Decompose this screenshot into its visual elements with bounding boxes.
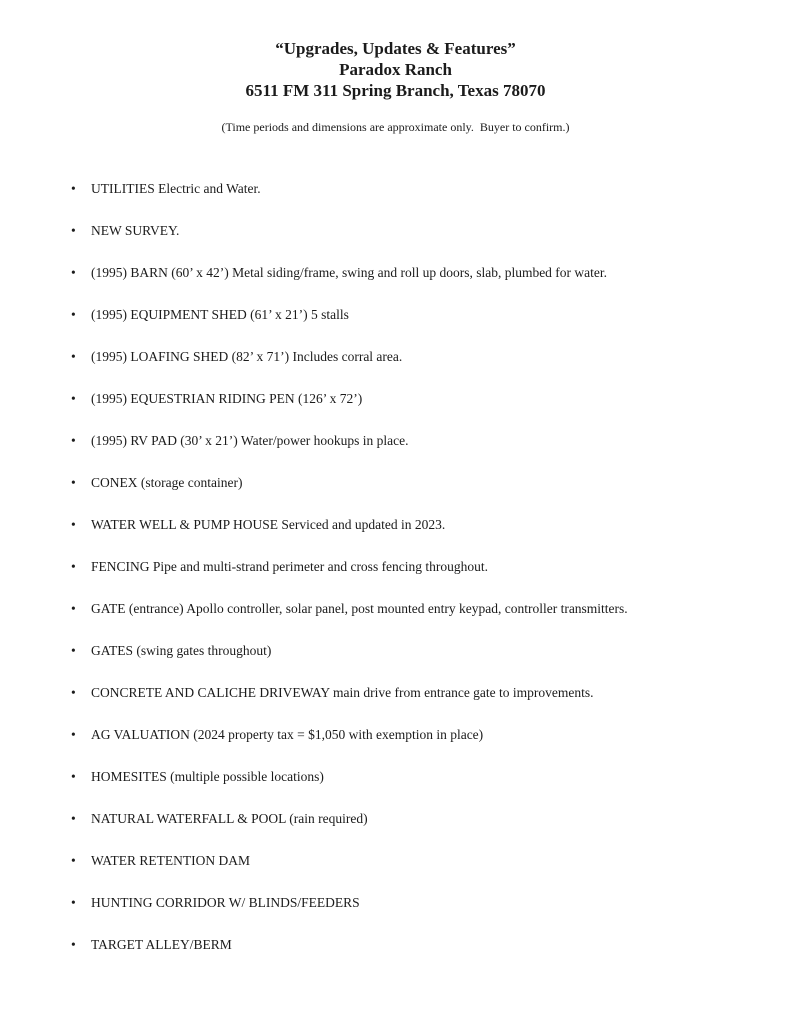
list-item	[71, 474, 771, 492]
list-item-text: (1995) EQUIPMENT SHED (61’ x 21’) 5 stalls	[91, 307, 349, 322]
list-item	[71, 894, 771, 912]
bullet-icon: •	[71, 769, 76, 784]
list-item-text: WATER WELL & PUMP HOUSE Serviced and updated in 2023.	[91, 517, 446, 532]
list-item-text: (1995) RV PAD (30’ x 21’) Water/power hookups in place.	[91, 433, 409, 448]
bullet-icon: •	[71, 643, 76, 658]
list-item	[71, 558, 771, 576]
list-item	[71, 390, 771, 408]
bullet-icon: •	[71, 475, 76, 490]
doc-title: “Upgrades, Updates & Features”	[275, 39, 516, 58]
list-item-text: UTILITIES Electric and Water.	[91, 181, 261, 196]
list-item	[71, 810, 771, 828]
document-header	[0, 38, 791, 101]
bullet-icon: •	[71, 223, 76, 238]
bullet-icon: •	[71, 685, 76, 700]
list-item	[71, 348, 771, 366]
features-list	[0, 180, 791, 954]
list-item-text: (1995) LOAFING SHED (82’ x 71’) Includes corral area.	[91, 349, 403, 364]
bullet-icon: •	[71, 937, 76, 952]
list-item	[71, 936, 771, 954]
bullet-icon: •	[71, 349, 76, 364]
list-item-text: NATURAL WATERFALL & POOL (rain required)	[91, 811, 368, 826]
list-item	[71, 726, 771, 744]
bullet-icon: •	[71, 433, 76, 448]
list-item	[71, 180, 771, 198]
list-item	[71, 306, 771, 324]
bullet-icon: •	[71, 307, 76, 322]
bullet-icon: •	[71, 853, 76, 868]
list-item-text: TARGET ALLEY/BERM	[91, 937, 232, 952]
bullet-icon: •	[71, 727, 76, 742]
list-item	[71, 684, 771, 702]
list-item-text: HUNTING CORRIDOR W/ BLINDS/FEEDERS	[91, 895, 360, 910]
list-item	[71, 222, 771, 240]
list-item	[71, 768, 771, 786]
list-item	[71, 600, 771, 618]
list-item-text: HOMESITES (multiple possible locations)	[91, 769, 324, 784]
list-item-text: NEW SURVEY.	[91, 223, 180, 238]
bullet-icon: •	[71, 517, 76, 532]
bullet-icon: •	[71, 559, 76, 574]
bullet-icon: •	[71, 895, 76, 910]
list-item	[71, 852, 771, 870]
list-item	[71, 642, 771, 660]
list-item-text: FENCING Pipe and multi-strand perimeter and cross fencing throughout.	[91, 559, 489, 574]
list-item-text: AG VALUATION (2024 property tax = $1,050 with exemption in place)	[91, 727, 484, 742]
list-item	[71, 516, 771, 534]
bullet-icon: •	[71, 601, 76, 616]
disclaimer-note: (Time periods and dimensions are approximate only. Buyer to confirm.)	[221, 120, 570, 134]
list-item-text: CONEX (storage container)	[91, 475, 243, 490]
list-item-text: (1995) BARN (60’ x 42’) Metal siding/frame, swing and roll up doors, slab, plumbed for water.	[91, 265, 608, 280]
list-item	[71, 432, 771, 450]
list-item	[71, 264, 771, 282]
bullet-icon: •	[71, 391, 76, 406]
list-item-text: WATER RETENTION DAM	[91, 853, 250, 868]
property-name: Paradox Ranch	[339, 60, 452, 79]
bullet-icon: •	[71, 265, 76, 280]
list-item-text: (1995) EQUESTRIAN RIDING PEN (126’ x 72’)	[91, 391, 363, 406]
list-item-text: CONCRETE AND CALICHE DRIVEWAY main drive from entrance gate to improvements.	[91, 685, 594, 700]
bullet-icon: •	[71, 181, 76, 196]
list-item-text: GATES (swing gates throughout)	[91, 643, 272, 658]
bullet-icon: •	[71, 811, 76, 826]
list-item-text: GATE (entrance) Apollo controller, solar panel, post mounted entry keypad, controller transmitters.	[91, 601, 628, 616]
property-address: 6511 FM 311 Spring Branch, Texas 78070	[245, 81, 546, 100]
